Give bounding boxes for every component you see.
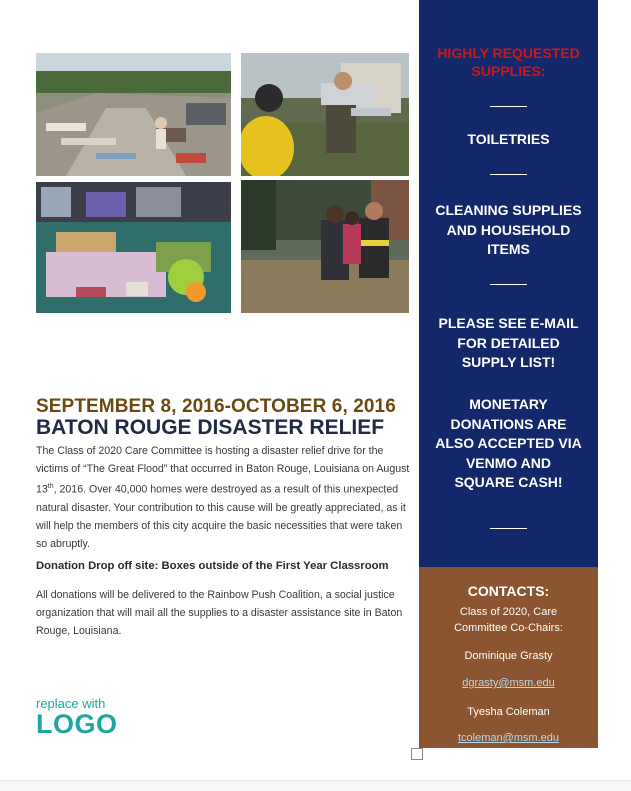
logo-placeholder xyxy=(36,697,118,737)
logo-line-big: LOGO xyxy=(36,709,118,739)
monetary-donations-note: MONETARY DONATIONS ARE ALSO ACCEPTED VIA VENMO AND SQUARE CASH! xyxy=(435,396,582,490)
divider xyxy=(490,106,527,107)
divider xyxy=(490,284,527,285)
page-bottom-edge xyxy=(0,780,631,791)
event-dates: SEPTEMBER 8, 2016-OCTOBER 6, 2016 xyxy=(36,396,396,417)
contacts-box xyxy=(419,567,598,748)
contact-name-1: Dominique Grasty xyxy=(464,650,553,662)
contact-email-2[interactable]: tcoleman@msm.edu xyxy=(457,732,560,744)
supplies-heading: HIGHLY REQUESTED SUPPLIES: xyxy=(437,45,580,79)
flood-wading-photo xyxy=(241,180,409,313)
resize-handle[interactable] xyxy=(411,748,423,760)
logo-line-small: replace with xyxy=(36,696,106,711)
supply-list-note: PLEASE SEE E-MAIL FOR DETAILED SUPPLY LIST! xyxy=(438,315,579,370)
supplies-sidebar xyxy=(419,0,598,567)
rescue-carry-photo xyxy=(241,53,409,176)
event-title: BATON ROUGE DISASTER RELIEF xyxy=(36,416,385,439)
contact-email-1[interactable]: dgrasty@msm.edu xyxy=(462,677,555,689)
co-chairs-label: Class of 2020, Care Committee Co-Chairs: xyxy=(454,606,563,634)
description-paragraph: The Class of 2020 Care Committee is hosting a disaster relief drive for the victims of “The Great Flood” that occurred in Baton Rouge, Louisiana on August 13th, 2016. Over 40,000 homes were destroyed as a result of this unexpected natural disaster. Your contribution to this cause will be greatly appreciated, as it will help the members of this city acquire the basic necessities that were taken so abruptly. xyxy=(36,445,410,550)
dropoff-site-text: Donation Drop off site: Boxes outside of the First Year Classroom xyxy=(36,560,389,572)
delivery-paragraph: All donations will be delivered to the Rainbow Push Coalition, a social justice organization that will mail all the supplies to a disaster assistance site in Baton Rouge, Louisiana. xyxy=(36,589,403,637)
contact-name-2: Tyesha Coleman xyxy=(467,706,550,718)
contacts-heading: CONTACTS: xyxy=(467,583,550,599)
divider xyxy=(490,174,527,175)
divider xyxy=(490,528,527,529)
damaged-belongings-photo xyxy=(36,182,231,313)
flood-debris-photo xyxy=(36,53,231,176)
supply-item-cleaning: CLEANING SUPPLIES AND HOUSEHOLD ITEMS xyxy=(435,202,582,257)
supply-item-toiletries: TOILETRIES xyxy=(467,131,550,147)
